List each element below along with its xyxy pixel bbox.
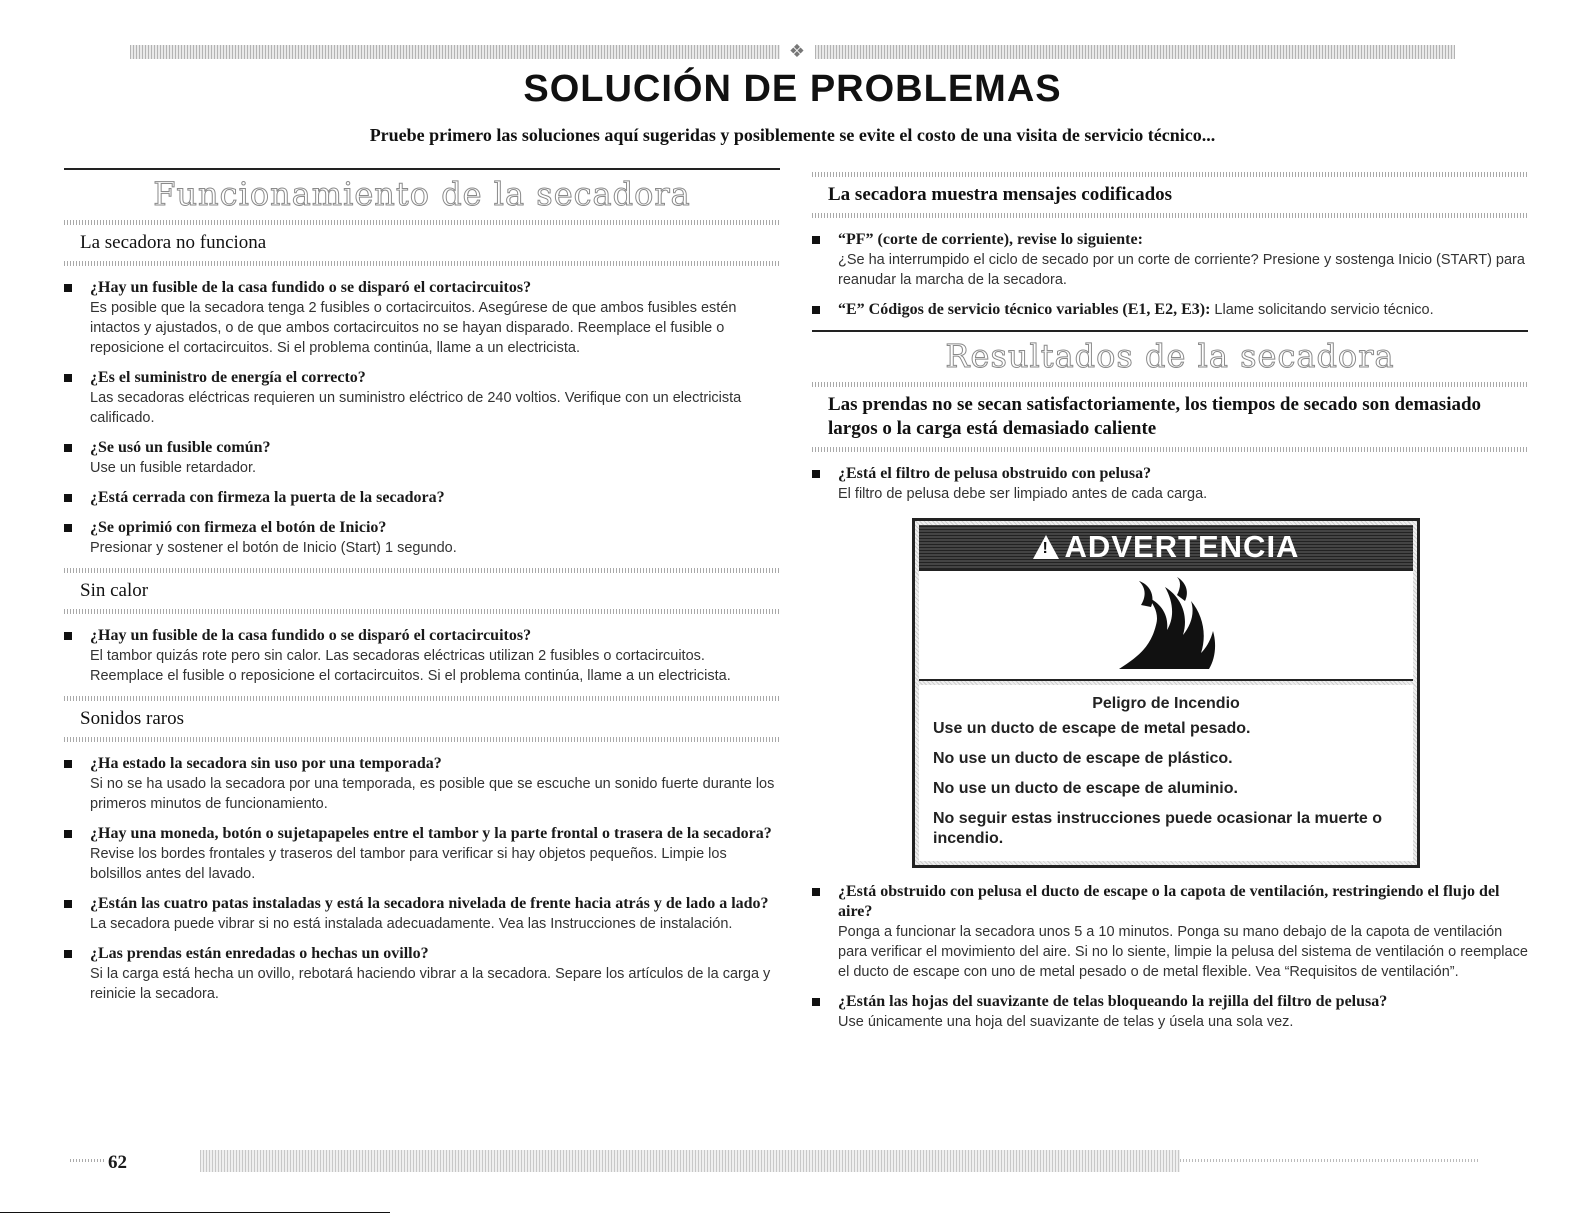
footer-rule (0, 1212, 390, 1213)
answer: Use únicamente una hoja del suavizante de telas y úsela una sola vez. (838, 1014, 1294, 1030)
section-title: Resultados de la secadora (945, 337, 1395, 375)
group-header: La secadora no funciona (80, 232, 267, 253)
question: “E” Códigos de servicio técnico variables (E1, E2, E3): (838, 301, 1211, 318)
list-item (812, 882, 1528, 982)
dotted-rule (64, 737, 780, 742)
list-item (812, 464, 1528, 504)
bullet-icon (64, 830, 72, 838)
column-rule (64, 168, 780, 170)
right-column (812, 168, 1528, 1042)
dotted-rule (812, 213, 1528, 218)
answer: El tambor quizás rote pero sin calor. Las secadoras eléctricas utilizan 2 fusibles o cortacircuitos. Reemplace el fusible o reposicione el cortacircuitos. Si el problema continúa, llame a un electricista. (90, 648, 731, 684)
list-item (64, 438, 780, 478)
question: ¿Se oprimió con firmeza el botón de Inicio? (90, 519, 387, 536)
bullet-icon (64, 950, 72, 958)
bullet-icon (64, 524, 72, 532)
group-header: Sin calor (80, 580, 149, 601)
list-item (812, 300, 1528, 320)
bullet-icon (64, 494, 72, 502)
footer-dotted-rule (70, 1159, 106, 1162)
question: ¿Están las cuatro patas instaladas y está la secadora nivelada de frente hacia atrás y de lado a lado? (90, 895, 769, 912)
fire-icon (919, 569, 1413, 681)
warning-triangle-icon: ! (1033, 535, 1059, 559)
left-column (64, 168, 780, 1014)
dotted-rule (64, 696, 780, 701)
bullet-icon (812, 306, 820, 314)
list-item (64, 518, 780, 558)
list-item (64, 754, 780, 814)
footer-dotted-rule (1180, 1159, 1480, 1162)
section-title: Funcionamiento de la secadora (153, 175, 691, 213)
warning-line: No use un ducto de escape de aluminio. (933, 780, 1238, 797)
dotted-rule (64, 220, 780, 225)
bullet-icon (64, 760, 72, 768)
answer: Revise los bordes frontales y traseros del tambor para verificar si hay objetos pequeños. Limpie los bolsillos antes del lavado. (90, 846, 727, 882)
warning-banner-label: ADVERTENCIA (1064, 529, 1300, 564)
bullet-icon (64, 284, 72, 292)
answer: Si la carga está hecha un ovillo, rebotará haciendo vibrar a la secadora. Separe los artículos de la carga y reinicie la secadora. (90, 966, 771, 1002)
bullet-icon (64, 632, 72, 640)
dotted-rule (812, 172, 1528, 177)
question-list (64, 626, 780, 686)
list-item (812, 992, 1528, 1032)
question: ¿Se usó un fusible común? (90, 439, 271, 456)
question-list (812, 230, 1528, 320)
bullet-icon (64, 444, 72, 452)
warning-box (912, 518, 1420, 868)
dotted-rule (64, 568, 780, 573)
question-list (812, 882, 1528, 1032)
bullet-icon (812, 470, 820, 478)
list-item (64, 894, 780, 934)
question: ¿Está cerrada con firmeza la puerta de la secadora? (90, 489, 445, 506)
hazard-title: Peligro de Incendio (1092, 695, 1240, 712)
question: ¿Hay una moneda, botón o sujetapapeles entre el tambor y la parte frontal o trasera de la secadora? (90, 825, 772, 842)
group-header: Sonidos raros (80, 708, 184, 729)
question: ¿Hay un fusible de la casa fundido o se disparó el cortacircuitos? (90, 627, 532, 644)
dotted-rule (64, 261, 780, 266)
bullet-icon (812, 236, 820, 244)
warning-line: No use un ducto de escape de plástico. (933, 750, 1233, 767)
warning-banner (919, 525, 1413, 569)
question-list (812, 464, 1528, 504)
bullet-icon (64, 900, 72, 908)
question: ¿Hay un fusible de la casa fundido o se disparó el cortacircuitos? (90, 279, 532, 296)
footer-decorative-band (200, 1150, 1180, 1172)
answer: ¿Se ha interrumpido el ciclo de secado por un corte de corriente? Presione y sostenga Inicio (START) para reanudar la marcha de la secadora. (838, 252, 1525, 288)
answer: Las secadoras eléctricas requieren un suministro eléctrico de 240 voltios. Verifique con un electricista calificado. (90, 390, 742, 426)
top-decorative-band (815, 45, 1455, 59)
answer: La secadora puede vibrar si no está instalada adecuadamente. Vea las Instrucciones de instalación. (90, 916, 733, 932)
column-rule (812, 330, 1528, 332)
answer: Es posible que la secadora tenga 2 fusibles o cortacircuitos. Asegúrese de que ambos fusibles estén intactos y ajustados, o de que ambos cortacircuitos no se hayan disparado. Reemplace el fusible o reposicione el cortacircuitos. Si el problema continúa, llame a un electricista. (90, 300, 737, 356)
list-item (64, 626, 780, 686)
list-item (64, 488, 780, 508)
question: ¿Es el suministro de energía el correcto? (90, 369, 366, 386)
question: ¿Está el filtro de pelusa obstruido con pelusa? (838, 465, 1152, 482)
warning-text (919, 685, 1413, 861)
list-item (64, 278, 780, 358)
dotted-rule (64, 609, 780, 614)
question: “PF” (corte de corriente), revise lo siguiente: (838, 231, 1143, 248)
group-header: La secadora muestra mensajes codificados (828, 184, 1173, 205)
question-list (64, 278, 780, 558)
answer: Si no se ha usado la secadora por una temporada, es posible que se escuche un sonido fuerte durante los primeros minutos de funcionamiento. (90, 776, 775, 812)
bullet-icon (812, 888, 820, 896)
question: ¿Las prendas están enredadas o hechas un ovillo? (90, 945, 429, 962)
answer: Llame solicitando servicio técnico. (1214, 302, 1434, 318)
answer: Ponga a funcionar la secadora unos 5 a 10 minutos. Ponga su mano debajo de la capota de ventilación para verificar el movimiento del aire. Si no lo siente, limpie la pelusa del sistema de ventilación o reemplace el ducto de escape con uno de metal pesado o de metal flexible. Vea “Requisitos de ventilación”. (838, 924, 1528, 980)
page-subtitle: Pruebe primero las soluciones aquí sugeridas y posiblemente se evite el costo de una visita de servicio técnico... (369, 125, 1216, 145)
page-title: SOLUCIÓN DE PROBLEMAS (523, 68, 1062, 110)
page-number: 62 (108, 1152, 127, 1173)
bullet-icon (812, 998, 820, 1006)
warning-line: No seguir estas instrucciones puede ocasionar la muerte o incendio. (933, 810, 1383, 847)
answer: El filtro de pelusa debe ser limpiado antes de cada carga. (838, 486, 1208, 502)
warning-line: Use un ducto de escape de metal pesado. (933, 720, 1251, 737)
top-decorative-band (130, 45, 780, 59)
answer: Presionar y sostener el botón de Inicio (Start) 1 segundo. (90, 540, 457, 556)
ornament-icon: ❖ (788, 41, 806, 62)
bullet-icon (64, 374, 72, 382)
question-list (64, 754, 780, 1004)
list-item (812, 230, 1528, 290)
fire-icon-graphic (1111, 575, 1221, 675)
answer: Use un fusible retardador. (90, 460, 257, 476)
list-item (64, 944, 780, 1004)
group-header: Las prendas no se secan satisfactoriamente, los tiempos de secado son demasiado largos o la carga está demasiado caliente (828, 394, 1482, 439)
list-item (64, 824, 780, 884)
question: ¿Está obstruido con pelusa el ducto de escape o la capota de ventilación, restringiendo el flujo del aire? (838, 883, 1500, 920)
question: ¿Están las hojas del suavizante de telas bloqueando la rejilla del filtro de pelusa? (838, 993, 1388, 1010)
dotted-rule (812, 382, 1528, 387)
list-item (64, 368, 780, 428)
dotted-rule (812, 447, 1528, 452)
question: ¿Ha estado la secadora sin uso por una temporada? (90, 755, 442, 772)
